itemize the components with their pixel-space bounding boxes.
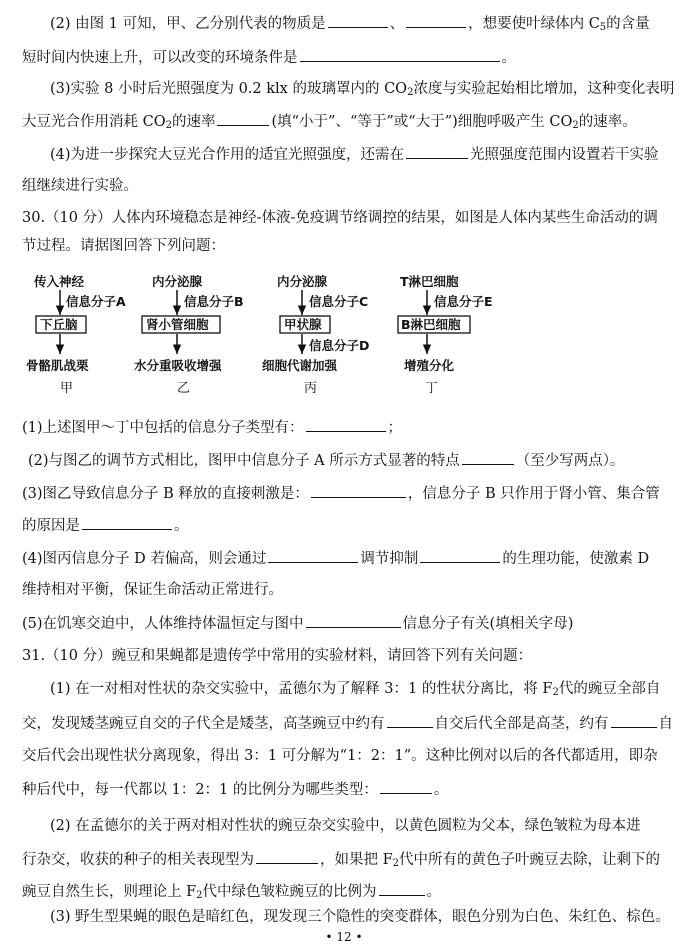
diagram-effect-label: 细胞代谢加强 xyxy=(262,358,338,373)
diagram-target-label: B淋巴细胞 xyxy=(401,317,461,332)
q31-sub1-line4: 种后代中，每一代都以 1：2：1 的比例分为哪些类型： 。 xyxy=(22,778,666,800)
diagram-source-label: T淋巴细胞 xyxy=(400,274,459,289)
diagram-caption: 乙 xyxy=(177,381,191,396)
answer-blank[interactable] xyxy=(379,880,425,896)
answer-blank[interactable] xyxy=(387,712,433,728)
q29-part3-line2: 大豆光合作用消耗 $CO_2$的速率 (填“小于”、“等于”或“大于”)细胞呼吸产生 $CO_2$的速率。 xyxy=(22,110,666,132)
diagram-effect-label: 增殖分化 xyxy=(404,358,455,373)
diagram-caption: 甲 xyxy=(60,381,74,396)
diagram-target-label: 甲状腺 xyxy=(284,317,322,332)
answer-blank[interactable] xyxy=(306,612,401,628)
q31-sub3: (3) 野生型果蝇的眼色是暗红色，现发现三个隐性的突变群体，眼色分别为白色、朱红色、棕色。 xyxy=(50,909,670,925)
diagram-jia xyxy=(26,274,126,396)
q31-sub1-line3: 交后代会出现性状分离现象，得出 3：1 可分解为“1：2：1”。这种比例对以后的各代都适用，即杂 xyxy=(22,748,658,764)
answer-blank[interactable] xyxy=(306,416,386,432)
q31-intro: 31.（10 分）豌豆和果蝇都是遗传学中常用的实验材料，请回答下列有关问题： xyxy=(22,648,533,664)
diagram-source-label: 内分泌腺 xyxy=(152,274,203,289)
diagram-source-label: 传入神经 xyxy=(34,274,85,289)
answer-blank[interactable] xyxy=(380,778,432,794)
q30-sub3-line2: 的原因是 。 xyxy=(22,514,666,536)
diagram-bing xyxy=(262,274,369,396)
regulation-diagrams xyxy=(22,268,672,398)
diagram-effect-label: 骨骼肌战栗 xyxy=(26,358,89,373)
diagram-ding xyxy=(398,274,493,396)
q30-sub1: (1)上述图甲～丁中包括的信息分子类型有： ； xyxy=(22,416,666,438)
q31-sub1-line2: 交，发现矮茎豌豆自交的子代全是矮茎，高茎豌豆中约有 自交后代全部是高茎，约有 自 xyxy=(22,712,666,734)
answer-blank[interactable] xyxy=(328,12,388,28)
q29-part4-line2: 组继续进行实验。 xyxy=(22,178,138,194)
q30-sub5: (5)在饥寒交迫中，人体维持体温恒定与图中 信息分子有关(填相关字母) xyxy=(22,612,666,634)
diagram-target-label: 肾小管细胞 xyxy=(146,317,209,332)
diagram-source-label: 内分泌腺 xyxy=(277,274,328,289)
q29-part4-line1: (4)为进一步探究大豆光合作用的适宜光照强度，还需在 光照强度范围内设置若干实验 xyxy=(50,143,666,165)
q31-sub2-line3: 豌豆自然生长，则理论上 $F_2$代中绿色皱粒豌豆的比例为 。 xyxy=(22,880,666,902)
answer-blank[interactable] xyxy=(462,449,514,465)
q31-sub1-line1: (1) 在一对相对性状的杂交实验中，孟德尔为了解释 3：1 的性状分离比，将 $F_2$代的豌豆全部自 xyxy=(50,681,661,698)
diagram-signal-label: 信息分子E xyxy=(434,294,493,309)
answer-blank[interactable] xyxy=(420,547,500,563)
diagram-yi xyxy=(134,274,244,396)
q30-sub4-line1: (4)图丙信息分子 D 若偏高，则会通过 调节抑制 的生理功能，使激素 D xyxy=(22,547,666,569)
diagram-target-label: 下丘脑 xyxy=(40,317,78,332)
answer-blank[interactable] xyxy=(611,712,657,728)
q30-intro-line2: 节过程。请据图回答下列问题： xyxy=(22,238,225,254)
q29-part2-line1: (2) 由图 1 可知，甲、乙分别代表的物质是 、 ，想要使叶绿体内 $C_5$的含量 xyxy=(50,12,666,34)
answer-blank[interactable] xyxy=(256,848,318,864)
q30-intro-line1: 30.（10 分）人体内环境稳态是神经-体液-免疫调节络调控的结果，如图是人体内某些生命活动的调 xyxy=(22,210,658,226)
answer-blank[interactable] xyxy=(217,110,269,126)
diagram-signal-label: 信息分子A xyxy=(66,294,126,309)
diagram-signal-label: 信息分子C xyxy=(309,294,369,309)
page-number: • 12 • xyxy=(325,930,363,944)
diagram-caption: 丁 xyxy=(425,381,439,396)
answer-blank[interactable] xyxy=(406,12,466,28)
diagram-caption: 丙 xyxy=(304,381,318,396)
answer-blank[interactable] xyxy=(311,482,406,498)
q30-sub4-line2: 维持相对平衡，保证生命活动正常进行。 xyxy=(22,582,283,598)
q29-part2-line2: 短时间内快速上升，可以改变的环境条件是 。 xyxy=(22,46,666,68)
q31-sub2-line2: 行杂交，收获的种子的相关表现型为 ，如果把 $F_2$代中所有的黄色子叶豌豆去除，让剩下的 xyxy=(22,848,666,870)
diagram-signal-label: 信息分子B xyxy=(184,294,244,309)
q30-sub2: (2)与图乙的调节方式相比，图甲中信息分子 A 所示方式显著的特点 （至少写两点）。 xyxy=(28,449,666,471)
answer-blank[interactable] xyxy=(406,143,468,159)
answer-blank[interactable] xyxy=(82,514,172,530)
q29-part3-line1: (3)实验 8 小时后光照强度为 0.2 klx 的玻璃罩内的 $CO_2$浓度与实验起始相比增加，这种变化表明 xyxy=(50,81,675,98)
diagram-signal2-label: 信息分子D xyxy=(309,338,370,353)
q30-sub3-line1: (3)图乙导致信息分子 B 释放的直接刺激是： ，信息分子 B 只作用于肾小管、集合管 xyxy=(22,482,666,504)
diagram-effect-label: 水分重吸收增强 xyxy=(134,358,222,373)
answer-blank[interactable] xyxy=(268,547,358,563)
answer-blank[interactable] xyxy=(300,46,500,62)
q31-sub2-line1: (2) 在孟德尔的关于两对相对性状的豌豆杂交实验中，以黄色圆粒为父本，绿色皱粒为母本进 xyxy=(50,818,641,834)
